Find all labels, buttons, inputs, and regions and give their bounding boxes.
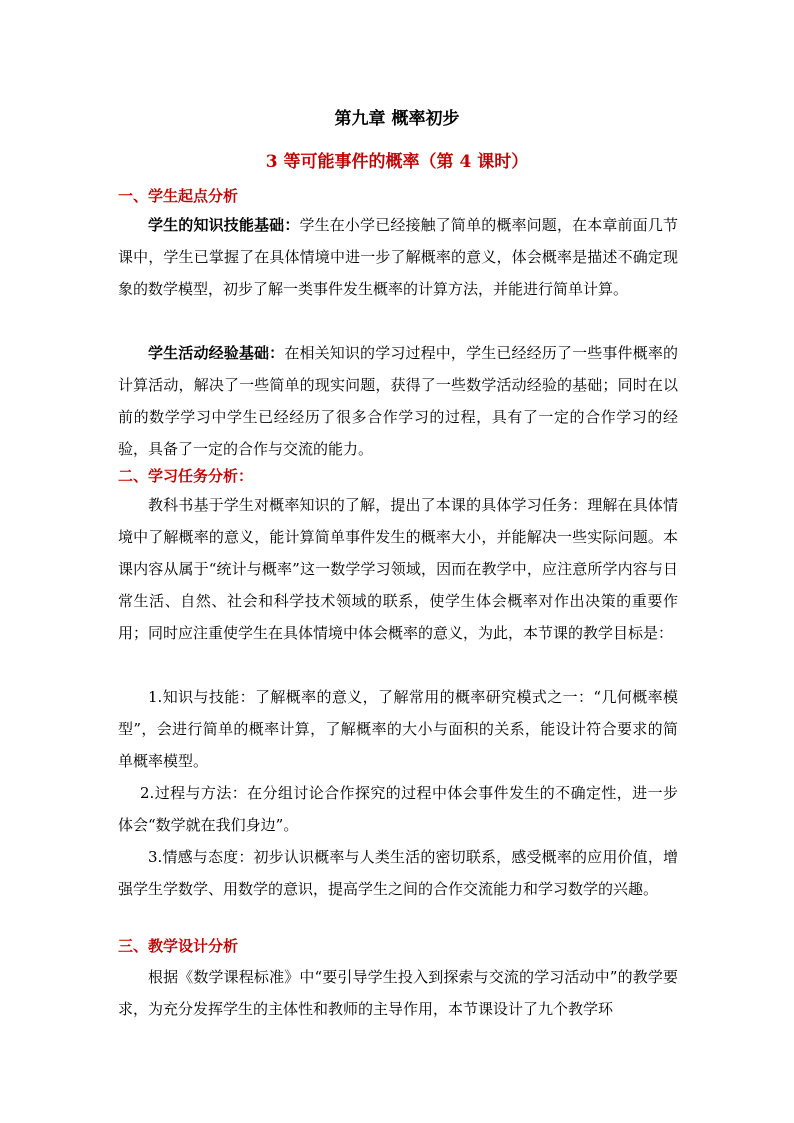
paragraph-text: 在相关知识的学习过程中，学生已经经历了一些事件概率的计算活动，解决了一些简单的现实问题，获得了一些数学活动经验的基础；同时在以前的数学学习中学生已经经历了很多合作学习的过程，具有了一定的合作学习的经验，具备了一定的合作与交流的能力。 [118,344,678,458]
paragraph-activity-basis [118,337,678,465]
paragraph-design-analysis: 根据《数学课程标准》中“要引导学生投入到探索与交流的学习活动中”的教学要求，为充分发挥学生的主体性和教师的主导作用，本节课设计了九个教学环 [118,968,678,1018]
paragraph-goal-emotion: 3.情感与态度：初步认识概率与人类生活的密切联系，感受概率的应用价值，增强学生学数学、用数学的意识，提高学生之间的合作交流能力和学习数学的兴趣。 [118,848,678,898]
lesson-title: 3 等可能事件的概率（第 4 课时） [265,152,529,172]
section-heading-2: 二、学习任务分析： [118,467,254,485]
paragraph-text: 学生在小学已经接触了简单的概率问题，在本章前面几节课中，学生已掌握了在具体情境中进一步了解概率的意义，体会概率是描述不确定现象的数学模型，初步了解一类事件发生概率的计算方法，并能进行简单计算。 [118,216,678,298]
section-heading-1: 一、学生起点分析 [118,187,239,205]
paragraph-goal-knowledge: 1.知识与技能：了解概率的意义，了解常用的概率研究模式之一：“几何概率模型”，会进行简单的概率计算，了解概率的大小与面积的关系，能设计符合要求的简单概率模型。 [118,688,678,770]
paragraph-goal-process: 2.过程与方法：在分组讨论合作探究的过程中体会事件发生的不确定性，进一步体会“数学就在我们身边”。 [118,784,678,834]
paragraph-knowledge-basis [118,209,678,305]
chapter-title: 第九章 概率初步 [334,109,460,129]
paragraph-task-analysis: 教科书基于学生对概率知识的了解，提出了本课的具体学习任务：理解在具体情境中了解概率的意义，能计算简单事件发生的概率大小，并能解决一些实际问题。本课内容从属于“统计与概率”这一数学学习领域，因而在教学中，应注意所学内容与日常生活、自然、社会和科学技术领域的联系，使学生体会概率对作出决策的重要作用；同时应注重使学生在具体情境中体会概率的意义，为此，本节课的教学目标是： [118,496,678,642]
section-heading-3: 三、教学设计分析 [118,937,239,955]
paragraph-lead: 学生活动经验基础： [148,344,285,362]
paragraph-lead: 学生的知识技能基础： [148,216,300,234]
